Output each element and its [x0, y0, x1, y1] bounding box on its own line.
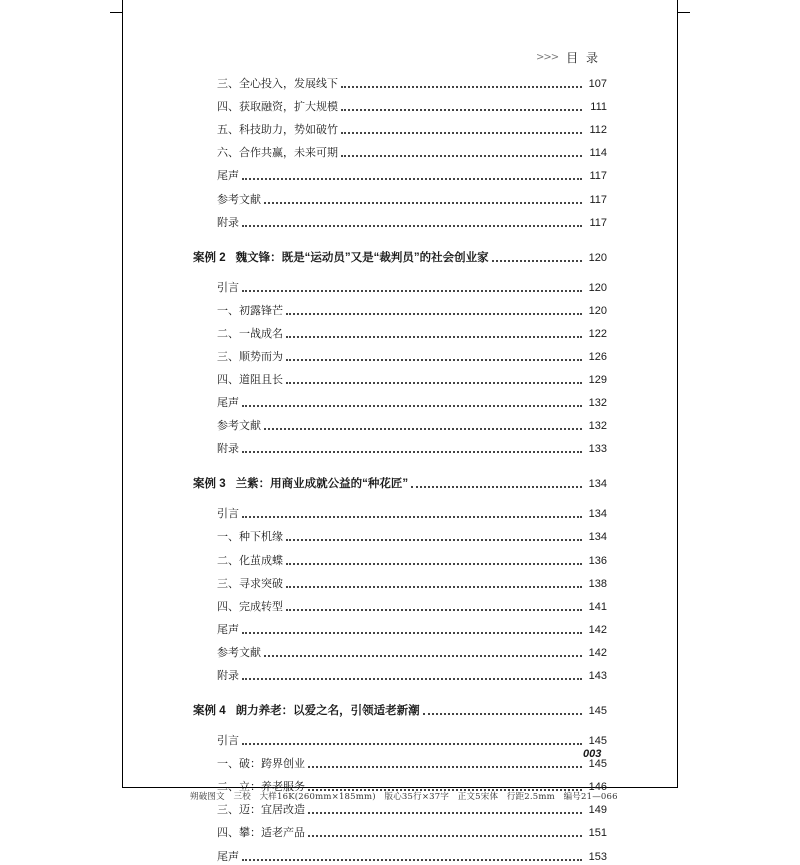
arrows-icon: >>> — [536, 52, 559, 63]
toc-page-number: 145 — [588, 705, 607, 717]
toc-page-number: 145 — [588, 758, 607, 771]
dot-leader — [242, 178, 582, 180]
toc-entry — [193, 122, 607, 138]
toc-entry — [193, 76, 607, 92]
toc-title: 参考文献 — [217, 645, 261, 659]
toc-page-number: 120 — [588, 251, 607, 264]
toc-entry — [193, 553, 607, 569]
toc-title: 附录 — [217, 669, 239, 682]
dot-leader — [264, 202, 582, 204]
toc-title: 尾声 — [217, 622, 239, 636]
toc-page-number: 117 — [589, 216, 607, 229]
toc-entry — [193, 622, 607, 638]
toc-entry — [193, 99, 607, 115]
toc-page-number: 134 — [588, 478, 607, 491]
toc-title: 一、破：跨界创业 — [217, 757, 305, 771]
dot-leader — [242, 859, 582, 861]
toc-title: 引言 — [217, 280, 239, 294]
running-head-title: 目 录 — [566, 51, 600, 65]
toc-title: 三、寻求突破 — [217, 576, 283, 590]
toc-title: 五、科技助力，势如破竹 — [217, 123, 338, 137]
toc-entry — [193, 326, 607, 342]
case-label: 案例 2 — [193, 251, 226, 264]
toc-page-number: 136 — [588, 554, 607, 567]
toc-case-heading — [193, 703, 607, 719]
dot-leader — [242, 225, 582, 227]
toc-entry — [193, 372, 607, 388]
toc-entry — [193, 756, 607, 772]
dot-leader — [242, 405, 582, 407]
crop-mark-left — [110, 0, 122, 13]
toc-title: 四、攀：适老产品 — [217, 826, 305, 840]
dot-leader — [242, 632, 582, 634]
dot-leader — [242, 516, 582, 518]
toc-case-heading — [193, 250, 607, 266]
dot-leader — [242, 290, 582, 292]
toc-case-heading — [193, 476, 607, 492]
toc-title: 四、获取融资，扩大规模 — [217, 100, 338, 114]
toc-page-number: 142 — [588, 623, 607, 636]
toc-title: 一、初露锋芒 — [217, 303, 283, 317]
toc-page-number: 122 — [588, 327, 607, 340]
toc-entry — [193, 418, 607, 434]
toc-entry — [193, 825, 607, 841]
toc-page-number: 134 — [588, 531, 607, 544]
toc-title: 三、迈：宜居改造 — [217, 803, 305, 817]
dot-leader — [341, 155, 582, 157]
dot-leader — [286, 382, 582, 384]
dot-leader — [341, 109, 582, 111]
case-label: 案例 4 — [193, 705, 226, 717]
toc-page-number: 138 — [588, 577, 607, 590]
toc-page-number: 143 — [588, 670, 607, 682]
toc-entry — [193, 441, 607, 457]
toc-entry — [193, 349, 607, 365]
toc-title: 朗力养老：以爱之名，引领适老新潮 — [235, 705, 420, 717]
dot-leader — [242, 678, 582, 680]
toc-title: 四、道阻且长 — [217, 373, 283, 386]
toc-page-number: 114 — [589, 147, 607, 160]
toc-page-number: 151 — [588, 827, 607, 840]
toc-page-number: 132 — [588, 397, 607, 410]
toc-page-number: 117 — [589, 193, 607, 206]
toc-page-number: 145 — [588, 735, 607, 747]
toc-entry — [193, 168, 607, 184]
dot-leader — [492, 260, 582, 262]
dot-leader — [286, 313, 582, 315]
toc-title: 尾声 — [217, 396, 239, 410]
toc-page-number: 146 — [588, 781, 607, 794]
dot-leader — [286, 586, 582, 588]
toc-page-number: 133 — [588, 443, 607, 456]
case-label: 案例 3 — [193, 478, 226, 491]
toc-entry — [193, 802, 607, 818]
toc-page-number: 112 — [589, 124, 607, 137]
toc-title: 引言 — [217, 507, 239, 521]
toc-entry — [193, 192, 607, 208]
toc-entry — [193, 849, 607, 865]
toc-title: 尾声 — [217, 169, 239, 183]
toc-title: 附录 — [217, 215, 239, 229]
toc-page-number: 134 — [588, 508, 607, 521]
toc-page-number: 111 — [590, 101, 607, 114]
page-number: 003 — [583, 748, 602, 760]
toc-title: 魏文锋：既是“运动员”又是“裁判员”的社会创业家 — [235, 251, 489, 264]
dot-leader — [264, 655, 582, 657]
toc-title: 二、一战成名 — [217, 326, 283, 340]
toc-entry — [193, 506, 607, 522]
dot-leader — [341, 86, 582, 88]
dot-leader — [286, 336, 582, 338]
toc-page-number: 142 — [588, 646, 607, 659]
dot-leader — [308, 766, 582, 768]
toc-entry — [193, 215, 607, 231]
toc-page-number: 120 — [588, 281, 607, 294]
toc-page-number: 129 — [588, 374, 607, 386]
toc-title: 参考文献 — [217, 192, 261, 206]
toc-entry — [193, 599, 607, 615]
dot-leader — [308, 812, 582, 814]
dot-leader — [423, 713, 582, 715]
toc-title: 二、立：养老服务 — [217, 780, 305, 794]
toc-title: 兰紫：用商业成就公益的“种花匠” — [235, 478, 409, 491]
toc-title: 附录 — [217, 442, 239, 456]
toc-entry — [193, 529, 607, 545]
toc-entry — [193, 303, 607, 319]
toc-title: 一、种下机缘 — [217, 530, 283, 544]
toc-page-number: 120 — [588, 304, 607, 317]
dot-leader — [286, 539, 582, 541]
toc-entry — [193, 395, 607, 411]
crop-mark-right — [678, 0, 690, 13]
toc-title: 三、顺势而为 — [217, 349, 283, 363]
toc-entry — [193, 145, 607, 161]
toc-title: 尾声 — [217, 849, 239, 863]
toc-entry — [193, 576, 607, 592]
toc-title: 参考文献 — [217, 419, 261, 433]
dot-leader — [286, 359, 582, 361]
toc-page-number: 107 — [588, 78, 607, 90]
toc-entry — [193, 280, 607, 296]
toc-page-number: 149 — [588, 804, 607, 817]
dot-leader — [286, 563, 582, 565]
dot-leader — [308, 835, 582, 837]
toc-page-number: 153 — [588, 850, 607, 863]
toc-page-number: 126 — [588, 350, 607, 363]
toc-title: 三、全心投入，发展线下 — [217, 77, 338, 90]
toc-title: 四、完成转型 — [217, 599, 283, 613]
toc-title: 二、化茧成蝶 — [217, 553, 283, 567]
dot-leader — [411, 486, 582, 488]
toc-page-number: 141 — [588, 600, 607, 613]
dot-leader — [264, 428, 582, 430]
toc-title: 引言 — [217, 734, 239, 747]
dot-leader — [286, 609, 582, 611]
toc-entry — [193, 668, 607, 684]
dot-leader — [242, 743, 582, 745]
toc-page-number: 132 — [588, 420, 607, 433]
toc-page-number: 117 — [589, 170, 607, 183]
dot-leader — [242, 451, 582, 453]
running-head — [536, 49, 600, 66]
toc-title: 六、合作共赢，未来可期 — [217, 146, 338, 160]
dot-leader — [341, 132, 582, 134]
toc-entry — [193, 645, 607, 661]
printer-imprint: 朔破图文 三校 大样16K(260mm×185mm) 版心35行×37字 正文5宋体 行距2.5mm 编号21—066 — [190, 792, 618, 802]
toc-entry — [193, 733, 607, 749]
